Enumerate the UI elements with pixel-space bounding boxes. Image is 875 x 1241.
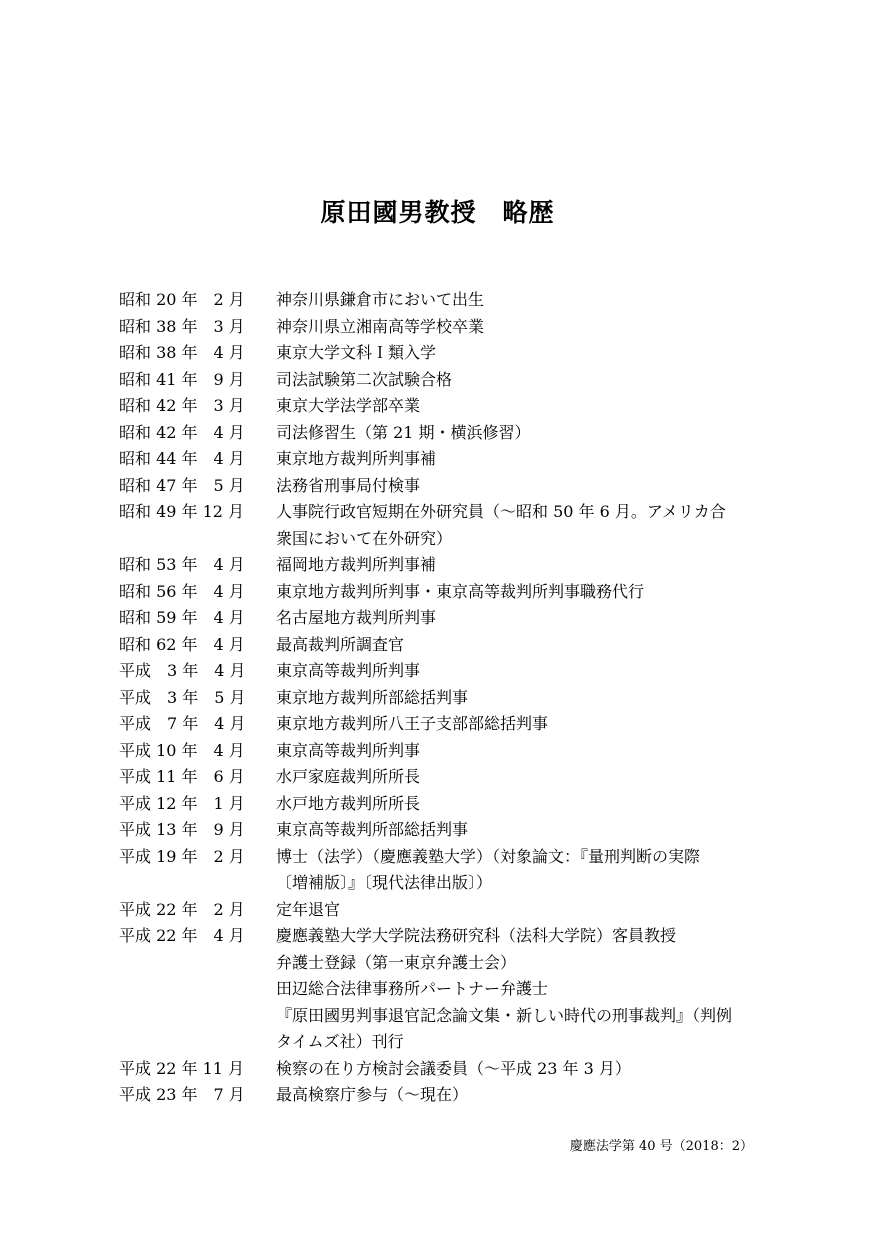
entry-date: 昭和 41 年 9 月 <box>119 369 245 389</box>
entry-description <box>276 844 784 897</box>
entry-description <box>276 632 784 659</box>
entry-line: 東京高等裁判所判事 <box>276 661 421 680</box>
career-entry <box>119 1056 784 1083</box>
entry-description <box>276 817 784 844</box>
entry-line: 名古屋地方裁判所判事 <box>276 608 437 627</box>
career-entry <box>119 1082 784 1109</box>
entry-line: 東京地方裁判所判事・東京高等裁判所判事職務代行 <box>276 581 645 601</box>
entry-date: 昭和 62 年 4 月 <box>119 634 245 654</box>
entry-description <box>276 685 784 712</box>
entry-date: 昭和 44 年 4 月 <box>119 449 245 468</box>
career-entry <box>119 632 784 659</box>
entry-date: 平成 22 年 4 月 <box>119 926 245 945</box>
entry-description <box>276 314 784 341</box>
entry-line: 東京地方裁判所部総括判事 <box>276 687 469 707</box>
career-entry <box>119 552 784 579</box>
entry-line: 〔増補版〕』〔現代法律出版〕） <box>276 873 493 892</box>
entry-description <box>276 1082 784 1109</box>
entry-line: 東京高等裁判所部総括判事 <box>276 820 469 839</box>
career-entry <box>119 791 784 818</box>
entry-description <box>276 791 784 818</box>
career-entry <box>119 473 784 500</box>
career-entry <box>119 287 784 314</box>
entry-line: 水戸家庭裁判所所長 <box>276 767 421 786</box>
entry-description <box>276 605 784 632</box>
entry-description <box>276 658 784 685</box>
career-entry <box>119 844 784 897</box>
entry-line: 弁護士登録（第一東京弁護士会） <box>276 952 517 972</box>
entry-line: 田辺総合法律事務所パートナー弁護士 <box>276 979 549 998</box>
entry-date: 平成 11 年 6 月 <box>119 767 245 786</box>
career-entry <box>119 340 784 367</box>
entry-line: 定年退官 <box>276 899 341 919</box>
entry-description <box>276 499 784 552</box>
entry-description <box>276 579 784 606</box>
entry-description <box>276 367 784 394</box>
entry-description <box>276 764 784 791</box>
entry-date: 昭和 20 年 2 月 <box>119 290 245 309</box>
entry-date: 昭和 49 年 12 月 <box>119 502 245 521</box>
career-entry <box>119 685 784 712</box>
entry-line: 法務省刑事局付検事 <box>276 475 421 495</box>
career-entry <box>119 446 784 473</box>
career-entry <box>119 314 784 341</box>
entry-description <box>276 1056 784 1083</box>
career-entry <box>119 579 784 606</box>
career-entry <box>119 923 784 1056</box>
entry-line: 博士（法学）（慶應義塾大学）（対象論文：『量刑判断の実際 <box>276 846 701 866</box>
entry-line: 東京地方裁判所八王子支部部総括判事 <box>276 714 549 733</box>
entry-date: 昭和 38 年 4 月 <box>119 343 245 362</box>
entry-date: 昭和 42 年 4 月 <box>119 422 245 442</box>
entry-line: 東京高等裁判所判事 <box>276 740 421 760</box>
entry-description <box>276 897 784 924</box>
career-entry <box>119 764 784 791</box>
page-title: 原田國男教授 略歴 <box>320 198 555 227</box>
entry-date: 平成 19 年 2 月 <box>119 846 245 866</box>
entry-description <box>276 711 784 738</box>
career-entry <box>119 711 784 738</box>
entry-description <box>276 923 784 1056</box>
career-entry <box>119 658 784 685</box>
entry-description <box>276 552 784 579</box>
entry-date: 平成 3 年 5 月 <box>119 687 246 707</box>
entry-date: 平成 23 年 7 月 <box>119 1085 245 1104</box>
entry-line: 水戸地方裁判所所長 <box>276 793 421 813</box>
career-entry <box>119 817 784 844</box>
entry-date: 昭和 59 年 4 月 <box>119 608 245 627</box>
career-entry <box>119 393 784 420</box>
career-entry <box>119 738 784 765</box>
entry-line: 衆国において在外研究） <box>276 528 453 548</box>
entry-date: 平成 10 年 4 月 <box>119 740 245 760</box>
entry-description <box>276 420 784 447</box>
career-entry <box>119 605 784 632</box>
entry-date: 昭和 53 年 4 月 <box>119 555 245 574</box>
entry-line: 福岡地方裁判所判事補 <box>276 555 437 574</box>
career-list <box>119 287 784 1109</box>
entry-description <box>276 738 784 765</box>
entry-line: 神奈川県立湘南高等学校卒業 <box>276 316 485 336</box>
entry-line: 東京大学法学部卒業 <box>276 396 421 415</box>
entry-date: 平成 3 年 4 月 <box>119 661 246 680</box>
entry-line: 東京大学文科Ｉ類入学 <box>276 343 437 362</box>
page-footer: 慶應法学第 40 号（2018：2） <box>569 1139 753 1154</box>
entry-date: 平成 22 年 2 月 <box>119 899 245 919</box>
entry-description <box>276 473 784 500</box>
career-entry <box>119 420 784 447</box>
career-entry <box>119 897 784 924</box>
entry-line: 東京地方裁判所判事補 <box>276 449 437 468</box>
entry-description <box>276 446 784 473</box>
entry-date: 昭和 47 年 5 月 <box>119 475 245 495</box>
career-entry <box>119 367 784 394</box>
entry-line: 慶應義塾大学大学院法務研究科（法科大学院）客員教授 <box>276 926 677 945</box>
entry-date: 昭和 56 年 4 月 <box>119 581 245 601</box>
career-entry <box>119 499 784 552</box>
entry-date: 昭和 42 年 3 月 <box>119 396 245 415</box>
entry-line: タイムズ社）刊行 <box>276 1032 404 1051</box>
entry-date: 平成 13 年 9 月 <box>119 820 245 839</box>
entry-line: 『原田國男判事退官記念論文集・新しい時代の刑事裁判』（判例 <box>276 1005 733 1025</box>
entry-date: 平成 7 年 4 月 <box>119 714 246 733</box>
entry-line: 最高裁判所調査官 <box>276 634 405 654</box>
entry-line: 検察の在り方検討会議委員（～平成 23 年 3 月） <box>276 1058 631 1078</box>
entry-date: 平成 12 年 1 月 <box>119 793 245 813</box>
entry-description <box>276 287 784 314</box>
entry-date: 平成 22 年 11 月 <box>119 1058 245 1078</box>
entry-line: 神奈川県鎌倉市において出生 <box>276 290 485 309</box>
entry-line: 人事院行政官短期在外研究員（～昭和 50 年 6 月。アメリカ合 <box>276 502 726 521</box>
entry-description <box>276 393 784 420</box>
entry-line: 司法試験第二次試験合格 <box>276 369 453 389</box>
entry-line: 最高検察庁参与（～現在） <box>276 1085 469 1104</box>
entry-line: 司法修習生（第 21 期・横浜修習） <box>276 422 531 442</box>
entry-date: 昭和 38 年 3 月 <box>119 316 245 336</box>
entry-description <box>276 340 784 367</box>
